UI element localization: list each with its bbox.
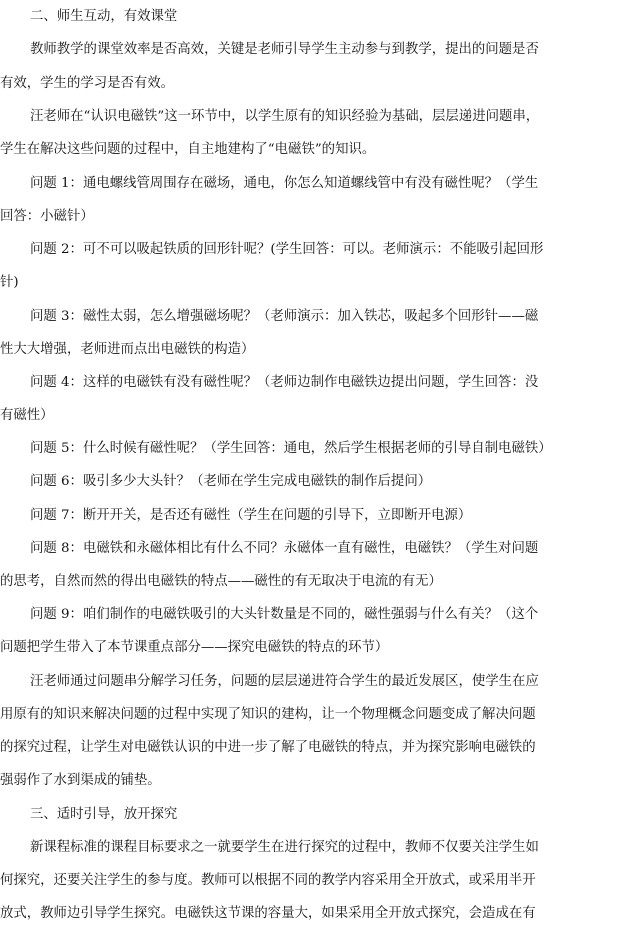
- question-8: 问题 8：电磁铁和永磁体相比有什么不同？永磁体一直有磁性，电磁铁？（学生对问题: [30, 541, 539, 556]
- paragraph-line: 教师教学的课堂效率是否高效，关键是老师引导学生主动参与到教学，提出的问题是否: [30, 42, 539, 57]
- paragraph-line: 用原有的知识来解决问题的过程中实现了知识的建构，让一个物理概念问题变成了解决问题: [0, 707, 536, 722]
- paragraph-line: 汪老师通过问题串分解学习任务，问题的层层递进符合学生的最近发展区，使学生在应: [30, 674, 539, 689]
- paragraph-line: 强弱作了水到渠成的铺垫。: [0, 773, 161, 788]
- question-4: 问题 4：这样的电磁铁有没有磁性呢？（老师边制作电磁铁边提出问题，学生回答：没: [30, 375, 539, 390]
- section-heading: 二、师生互动，有效课堂: [30, 9, 178, 24]
- paragraph-line: 新课程标准的课程目标要求之一就要学生在进行探究的过程中，教师不仅要关注学生如: [30, 840, 539, 855]
- question-2: 问题 2：可不可以吸起铁质的回形针呢？(学生回答：可以。老师演示：不能吸引起回形: [30, 242, 544, 257]
- question-3-cont: 性大大增强，老师进而点出电磁铁的构造）: [0, 342, 255, 357]
- question-8-cont: 的思考，自然而然的得出电磁铁的特点——磁性的有无取决于电流的有无）: [0, 574, 442, 589]
- paragraph-line: 放式，教师边引导学生探究。电磁铁这节课的容量大，如果采用全开放式探究，会造成在有: [0, 906, 536, 921]
- paragraph-line: 何探究，还要关注学生的参与度。教师可以根据不同的教学内容采用全开放式，或采用半开: [0, 873, 536, 888]
- question-5: 问题 5：什么时候有磁性呢？（学生回答：通电，然后学生根据老师的引导自制电磁铁）: [30, 441, 552, 456]
- paragraph-line: 学生在解决这些问题的过程中，自主地建构了“电磁铁”的知识。: [0, 142, 376, 157]
- question-2-cont: 针): [0, 275, 19, 290]
- paragraph-line: 有效，学生的学习是否有效。: [0, 76, 175, 91]
- paragraph-line: 汪老师在“认识电磁铁”这一环节中，以学生原有的知识经验为基础，层层递进问题串，: [30, 109, 540, 124]
- question-9: 问题 9：咱们制作的电磁铁吸引的大头针数量是不同的，磁性强弱与什么有关？（这个: [30, 607, 539, 622]
- question-1-cont: 回答：小磁针）: [0, 209, 94, 224]
- question-9-cont: 问题把学生带入了本节课重点部分——探究电磁铁的特点的环节）: [0, 640, 389, 655]
- question-4-cont: 有磁性）: [0, 408, 54, 423]
- question-1: 问题 1：通电螺线管周围存在磁场，通电，你怎么知道螺线管中有没有磁性呢？（学生: [30, 176, 539, 191]
- question-3: 问题 3：磁性太弱，怎么增强磁场呢？（老师演示：加入铁芯，吸起多个回形针——磁: [30, 309, 539, 324]
- section-heading: 三、适时引导，放开探究: [30, 807, 178, 822]
- question-7: 问题 7：断开开关，是否还有磁性（学生在问题的引导下，立即断开电源）: [30, 508, 472, 523]
- question-6: 问题 6：吸引多少大头针？（老师在学生完成电磁铁的制作后提问）: [30, 474, 432, 489]
- paragraph-line: 的探究过程，让学生对电磁铁认识的中进一步了解了电磁铁的特点，并为探究影响电磁铁的: [0, 740, 536, 755]
